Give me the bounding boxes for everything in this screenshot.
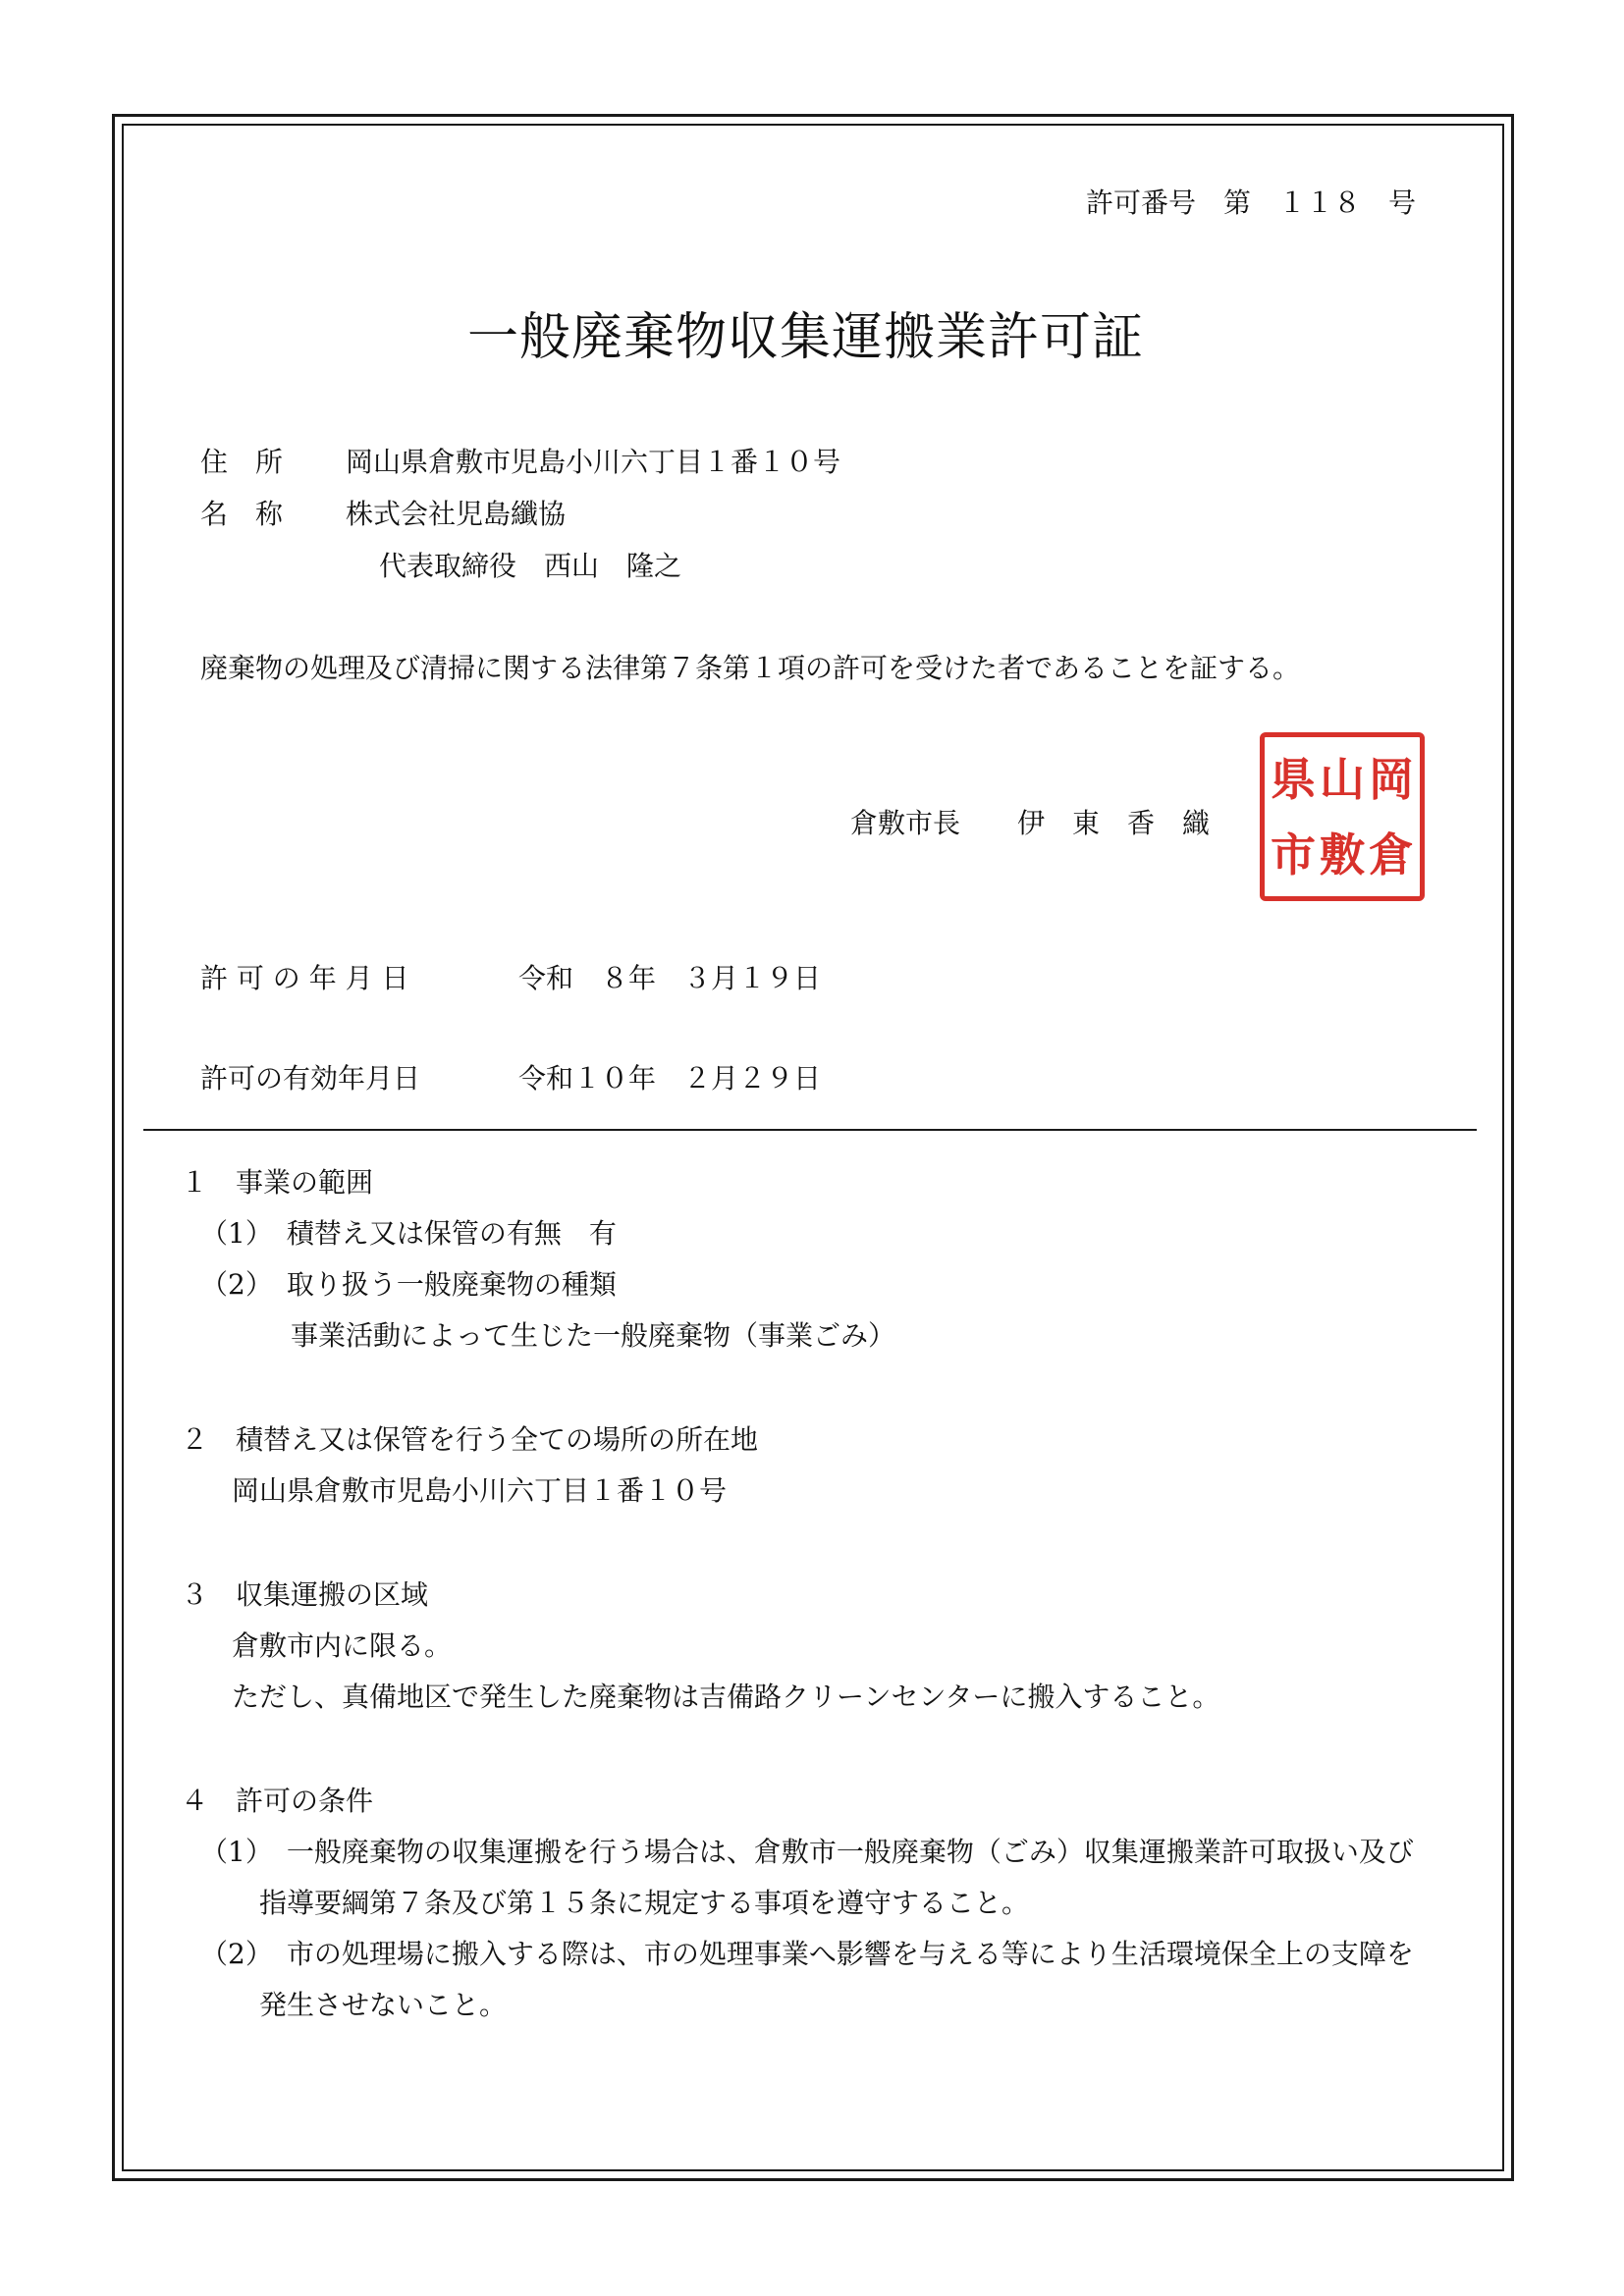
section-4-item-2-line-2: 発生させないこと。 (259, 1989, 508, 2021)
seal-char: 県 (1271, 752, 1316, 806)
permit-date-label: 許 可 の 年 月 日 (200, 962, 409, 994)
official-seal (1260, 732, 1425, 901)
seal-char: 敷 (1320, 828, 1365, 881)
section-2-heading: ２ 積替え又は保管を行う全ての場所の所在地 (181, 1423, 759, 1456)
section-3-line-1: 倉敷市内に限る。 (232, 1629, 453, 1662)
section-4-item-2-line-1: （2） 市の処理場に搬入する際は、市の処理事業へ影響を与える等により生活環境保全上の支障を (200, 1938, 1414, 1970)
seal-char: 山 (1320, 752, 1365, 806)
section-3-line-2: ただし、真備地区で発生した廃棄物は吉備路クリーンセンターに搬入すること。 (232, 1681, 1220, 1713)
section-1-item-2: （2） 取り扱う一般廃棄物の種類 (200, 1268, 617, 1301)
section-3-heading: ３ 収集運搬の区域 (181, 1578, 429, 1611)
section-1-item-2-detail: 事業活動によって生じた一般廃棄物（事業ごみ） (291, 1319, 896, 1352)
section-1-item-1: （1） 積替え又は保管の有無 有 (200, 1217, 617, 1250)
valid-until-label: 許可の有効年月日 (200, 1062, 421, 1095)
section-divider (143, 1129, 1477, 1131)
section-4-heading: ４ 許可の条件 (181, 1785, 374, 1817)
section-2-detail: 岡山県倉敷市児島小川六丁目１番１０号 (232, 1474, 728, 1507)
company-name: 株式会社児島纖協 (346, 498, 567, 530)
seal-char: 倉 (1369, 828, 1414, 881)
section-4-item-1-line-2: 指導要綱第７条及び第１５条に規定する事項を遵守すること。 (259, 1887, 1030, 1919)
issuer-title: 倉敷市長 (850, 807, 961, 839)
seal-char: 市 (1271, 828, 1316, 881)
certification-text: 廃棄物の処理及び清掃に関する法律第７条第１項の許可を受けた者であることを証する。 (200, 652, 1301, 684)
valid-until-value: 令和１０年 ２月２９日 (518, 1062, 822, 1095)
permit-date-value: 令和 ８年 ３月１９日 (518, 962, 822, 994)
permit-number: 許可番号 第 １１８ 号 (1086, 187, 1417, 219)
section-4-item-1-line-1: （1） 一般廃棄物の収集運搬を行う場合は、倉敷市一般廃棄物（ごみ）収集運搬業許可取扱い及び (200, 1836, 1414, 1868)
name-label: 名 称 (200, 498, 284, 530)
representative: 代表取締役 西山 隆之 (379, 550, 682, 582)
issuer-name: 伊 東 香 織 (1017, 807, 1211, 839)
address-value: 岡山県倉敷市児島小川六丁目１番１０号 (346, 446, 841, 478)
section-1-heading: １ 事業の範囲 (181, 1166, 374, 1199)
document-title: 一般廃棄物収集運搬業許可証 (467, 308, 1145, 367)
seal-char: 岡 (1369, 752, 1414, 806)
address-label: 住 所 (200, 446, 284, 478)
